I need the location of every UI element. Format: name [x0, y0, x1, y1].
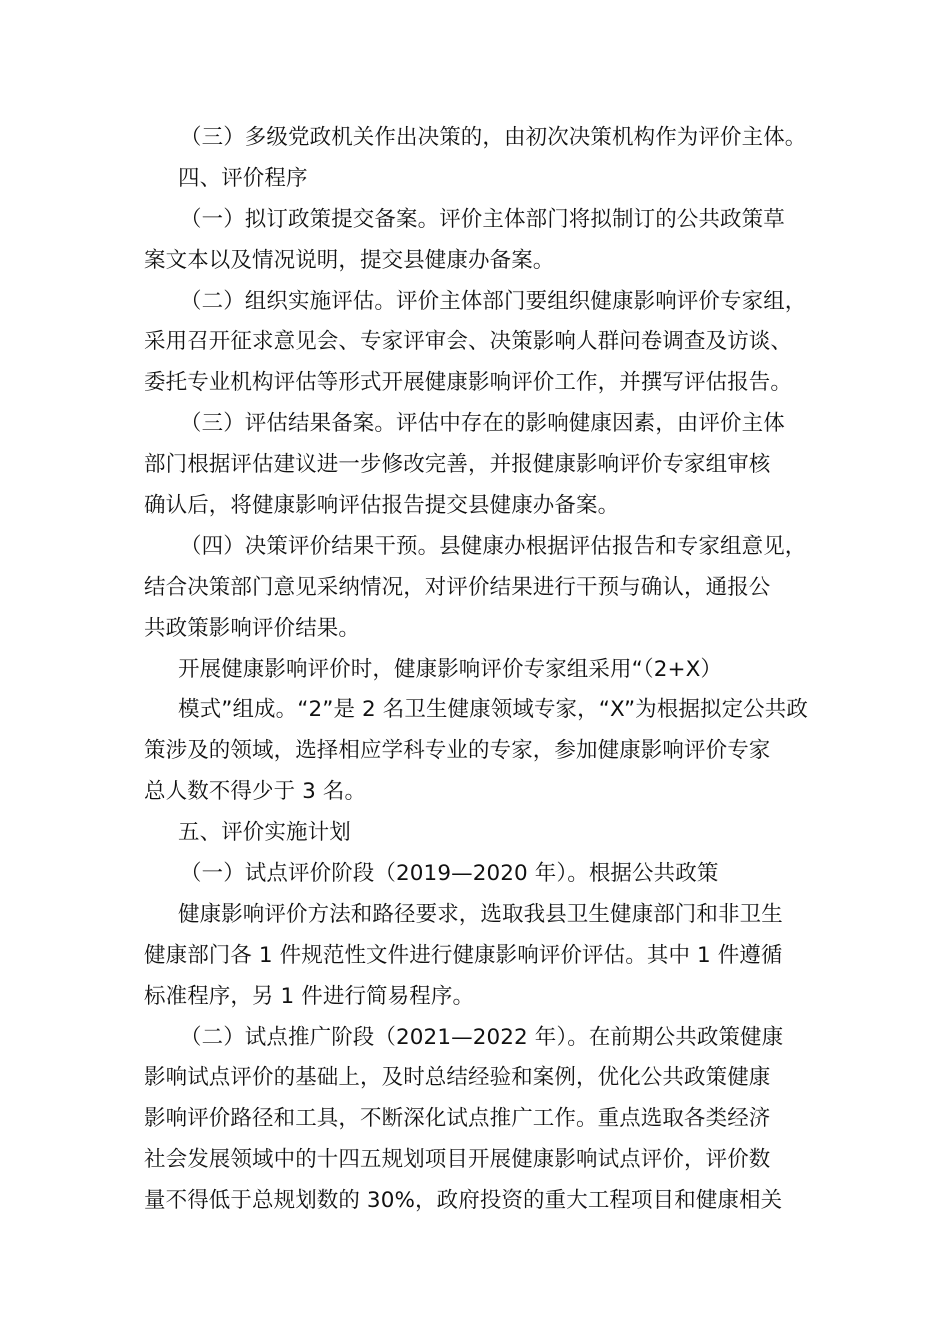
- paragraph-line: 案文本以及情况说明，提交县健康办备案。: [144, 247, 555, 273]
- section-heading: 五、评价实施计划: [178, 820, 351, 846]
- paragraph-line: （三）多级党政机关作出决策的，由初次决策机构作为评价主体。: [180, 125, 807, 150]
- paragraph-line: 共政策影响评价结果。: [144, 615, 361, 641]
- paragraph-line: 确认后，将健康影响评估报告提交县健康办备案。: [144, 493, 620, 519]
- section-heading: 四、评价程序: [178, 165, 308, 191]
- paragraph-line: 健康部门各 1 件规范性文件进行健康影响评价评估。其中 1 件遵循: [144, 942, 783, 968]
- paragraph-line: （四）决策评价结果干预。县健康办根据评估报告和专家组意见，: [180, 533, 807, 559]
- paragraph-line: 影响试点评价的基础上，及时总结经验和案例，优化公共政策健康: [144, 1065, 771, 1091]
- paragraph-line: （三）评估结果备案。评估中存在的影响健康因素，由评价主体: [180, 411, 785, 437]
- paragraph-line: 委托专业机构评估等形式开展健康影响评价工作，并撰写评估报告。: [144, 370, 793, 396]
- paragraph-line: 总人数不得少于 3 名。: [144, 779, 367, 805]
- paragraph-line: 采用召开征求意见会、专家评审会、决策影响人群问卷调查及访谈、: [144, 329, 793, 355]
- paragraph-line: 策涉及的领域，选择相应学科专业的专家，参加健康影响评价专家: [144, 738, 771, 764]
- paragraph-line: （一）试点评价阶段（2019—2020 年）。根据公共政策: [180, 861, 719, 887]
- paragraph-line: 开展健康影响评价时，健康影响评价专家组采用“（2+X）: [178, 656, 723, 682]
- paragraph-line: 标准程序，另 1 件进行简易程序。: [144, 983, 475, 1009]
- document-body: [144, 118, 834, 1222]
- paragraph-line: 结合决策部门意见采纳情况，对评价结果进行干预与确认，通报公: [144, 574, 771, 600]
- paragraph-line: 模式”组成。“2”是 2 名卫生健康领域专家，“X”为根据拟定公共政: [178, 697, 808, 723]
- paragraph-line: （二）试点推广阶段（2021—2022 年）。在前期公共政策健康: [180, 1024, 784, 1050]
- paragraph-line: 健康影响评价方法和路径要求，选取我县卫生健康部门和非卫生: [178, 901, 783, 927]
- paragraph-line: （一）拟订政策提交备案。评价主体部门将拟制订的公共政策草: [180, 206, 785, 232]
- paragraph-line: 社会发展领域中的十四五规划项目开展健康影响试点评价，评价数: [144, 1147, 771, 1173]
- paragraph-line: 量不得低于总规划数的 30%，政府投资的重大工程项目和健康相关: [144, 1188, 783, 1214]
- paragraph-line: 影响评价路径和工具，不断深化试点推广工作。重点选取各类经济: [144, 1106, 771, 1132]
- paragraph-line: （二）组织实施评估。评价主体部门要组织健康影响评价专家组，: [180, 288, 807, 314]
- paragraph-line: 部门根据评估建议进一步修改完善，并报健康影响评价专家组审核: [144, 452, 771, 478]
